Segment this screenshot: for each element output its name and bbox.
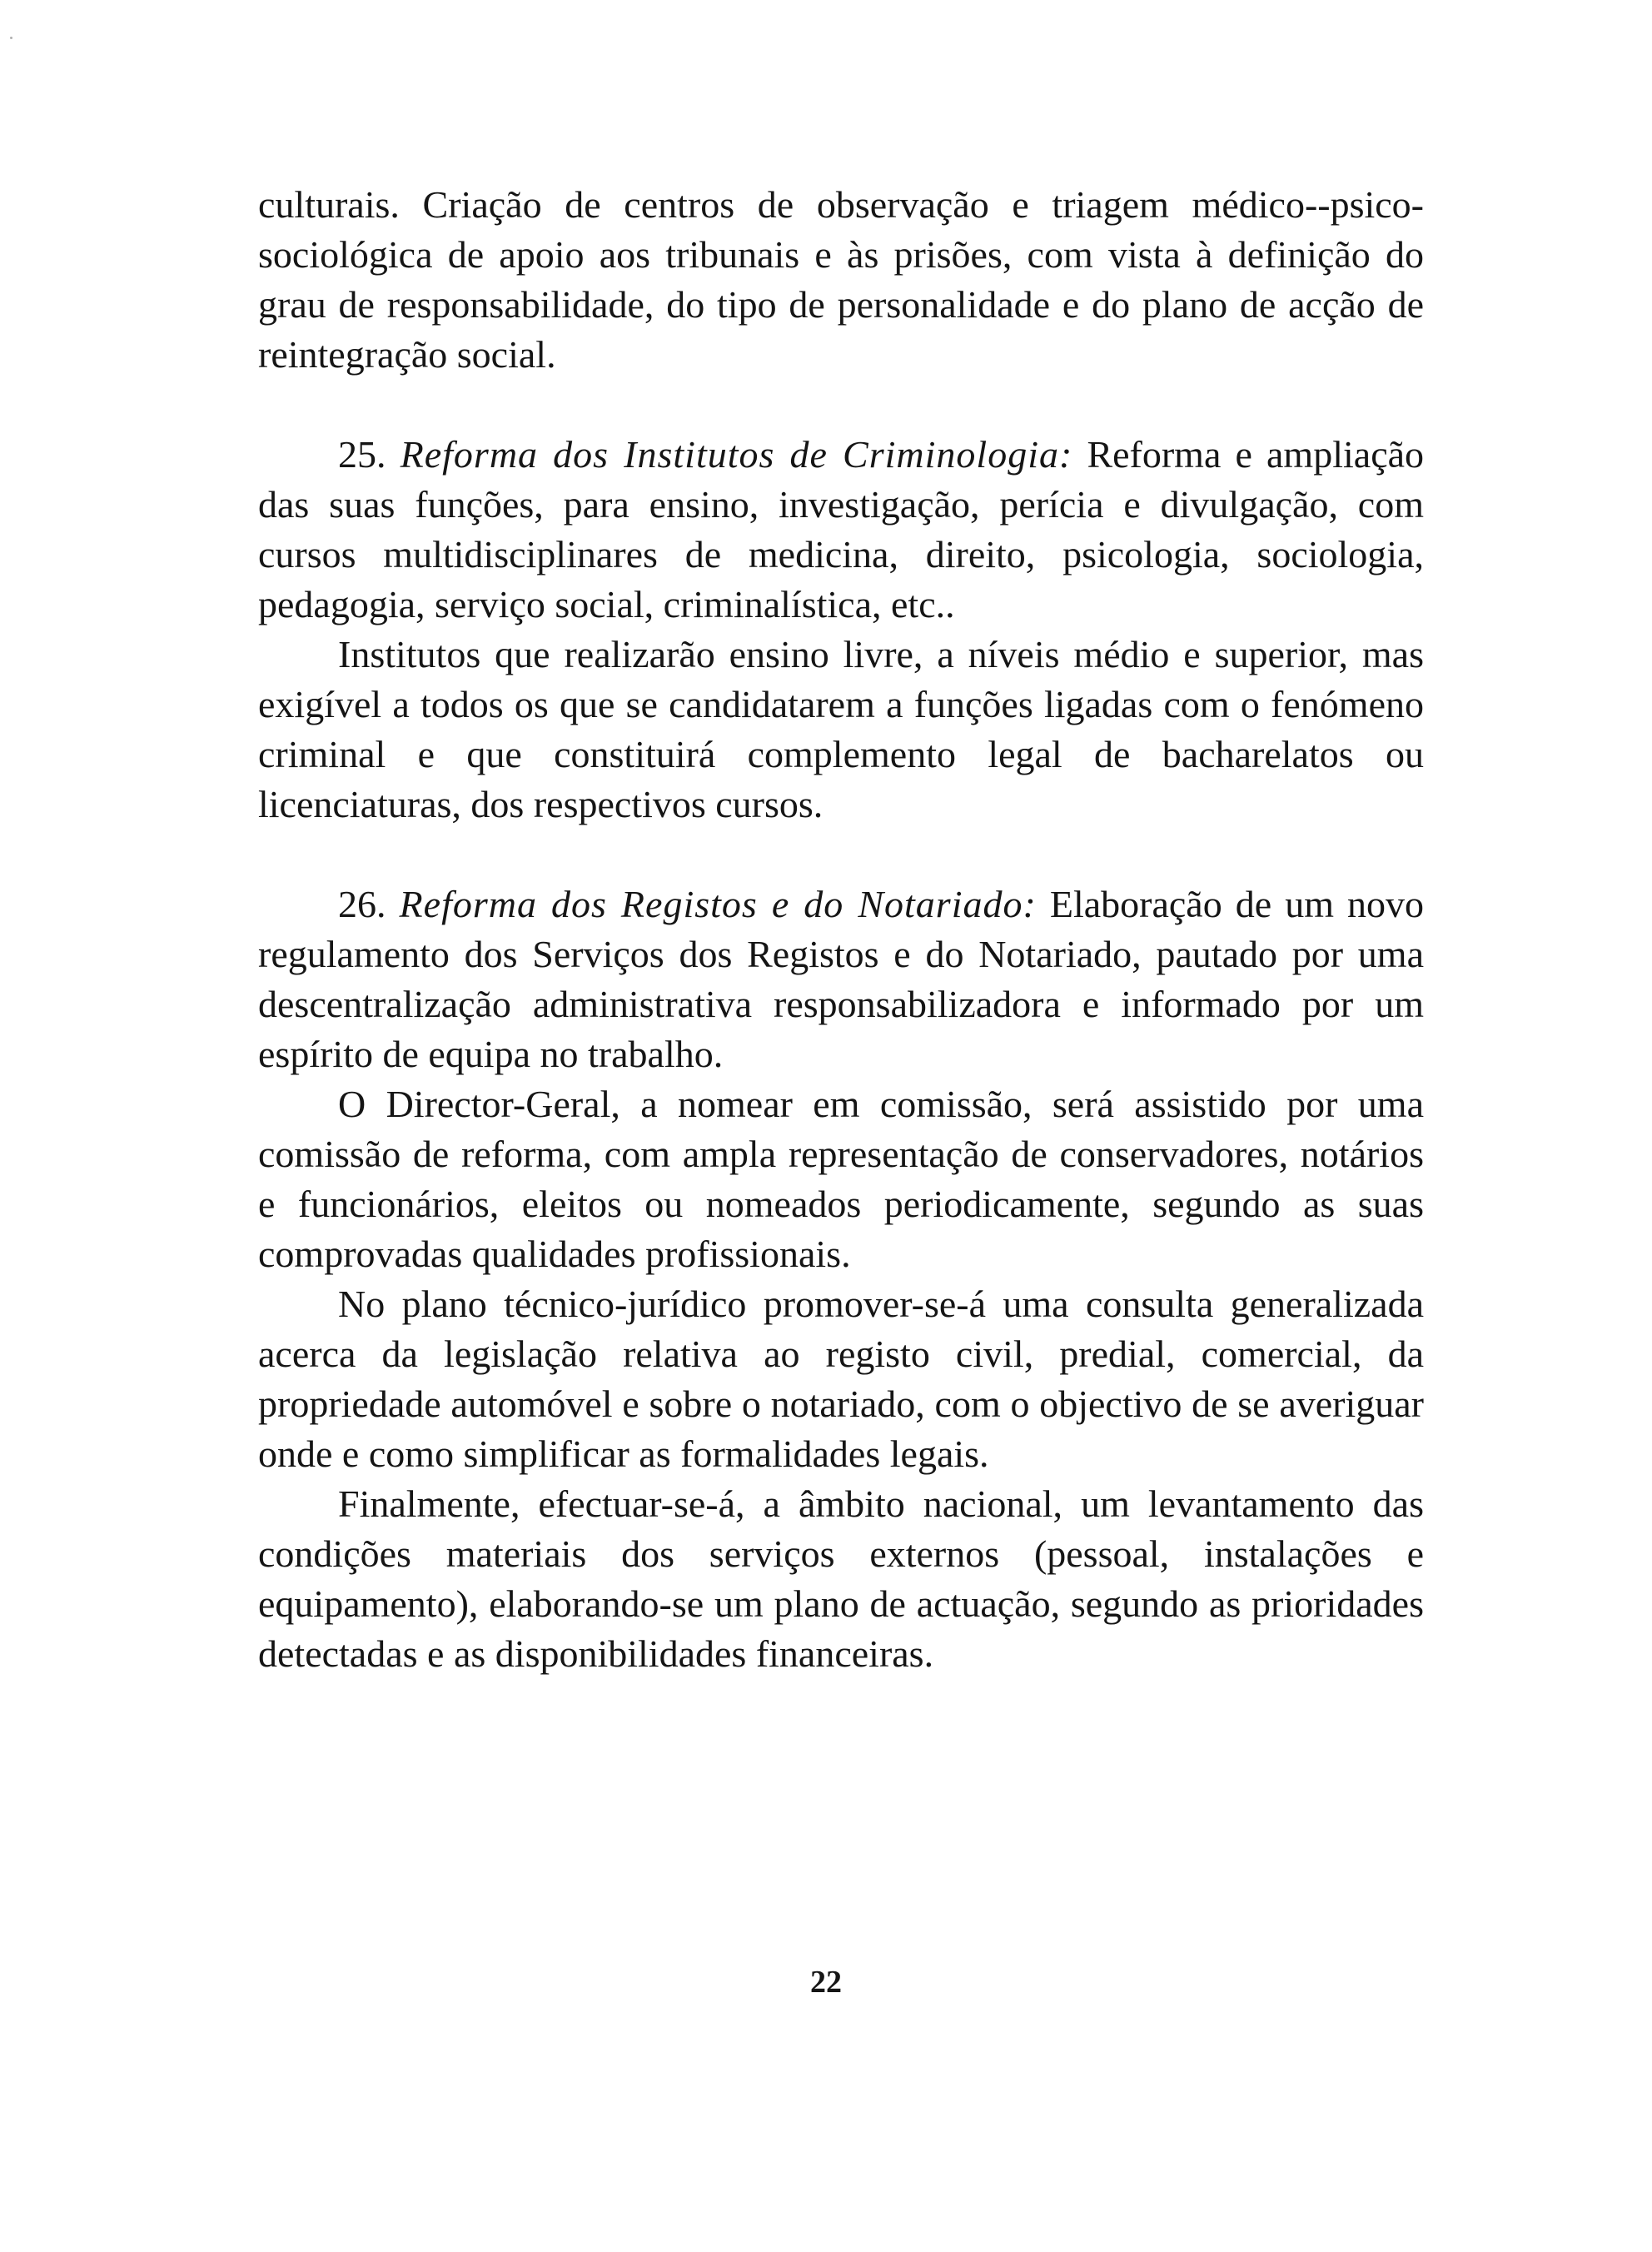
section-gap xyxy=(258,380,1424,430)
scan-speck xyxy=(10,37,12,39)
section-gap xyxy=(258,830,1424,879)
section-26-lead-text: Elaboração de um novo regulamento dos Serviços dos Registos e do Notariado, pautado por uma descentralização administrativa responsabilizadora e informado por um espírito de equipa no trabalho. xyxy=(258,883,1425,1075)
section-25-title: Reforma dos Institutos de Criminologia: xyxy=(400,433,1073,476)
section-26-number: 26. xyxy=(338,883,386,925)
page-body xyxy=(258,180,1424,1679)
section-26-paragraph-3: No plano técnico-jurídico promover-se-á uma consulta generalizada acerca da legislação relativa ao registo civil, predial, comercial, da propriedade automóvel e sobre o notariado, com o objectivo de se averiguar onde e como simplificar as formalidades legais. xyxy=(258,1283,1424,1475)
page-number: 22 xyxy=(810,1965,842,2000)
section-26-lead-paragraph xyxy=(258,879,1424,1079)
intro-paragraph: culturais. Criação de centros de observação e triagem médico--psico-sociológica de apoio aos tribunais e às prisões, com vista à definição do grau de responsabilidade, do tipo de personalidade e do plano de acção de reintegração social. xyxy=(258,183,1424,376)
section-25-lead-text: Reforma e ampliação das suas funções, para ensino, investigação, perícia e divulgação, com cursos multidisciplinares de medicina, direito, psicologia, sociologia, pedagogia, serviço social, criminalística, etc.. xyxy=(258,433,1425,625)
section-26-paragraph-4: Finalmente, efectuar-se-á, a âmbito nacional, um levantamento das condições materiais dos serviços externos (pessoal, instalações e equipamento), elaborando-se um plano de actuação, segundo as prioridades detectadas e as disponibilidades financeiras. xyxy=(258,1482,1424,1675)
section-25-lead-paragraph xyxy=(258,430,1424,630)
section-26-title: Reforma dos Registos e do Notariado: xyxy=(399,883,1037,925)
section-25-number: 25. xyxy=(338,433,386,476)
section-25-paragraph-2: Institutos que realizarão ensino livre, a níveis médio e superior, mas exigível a todos os que se candidatarem a funções ligadas com o fenómeno criminal e que constituirá complemento legal de bacharelatos ou licenciaturas, dos respectivos cursos. xyxy=(258,633,1424,825)
section-26-paragraph-2: O Director-Geral, a nomear em comissão, será assistido por uma comissão de reforma, com ampla representação de conservadores, notários e funcionários, eleitos ou nomeados periodicamente, segundo as suas comprovadas qualidades profissionais. xyxy=(258,1083,1424,1275)
